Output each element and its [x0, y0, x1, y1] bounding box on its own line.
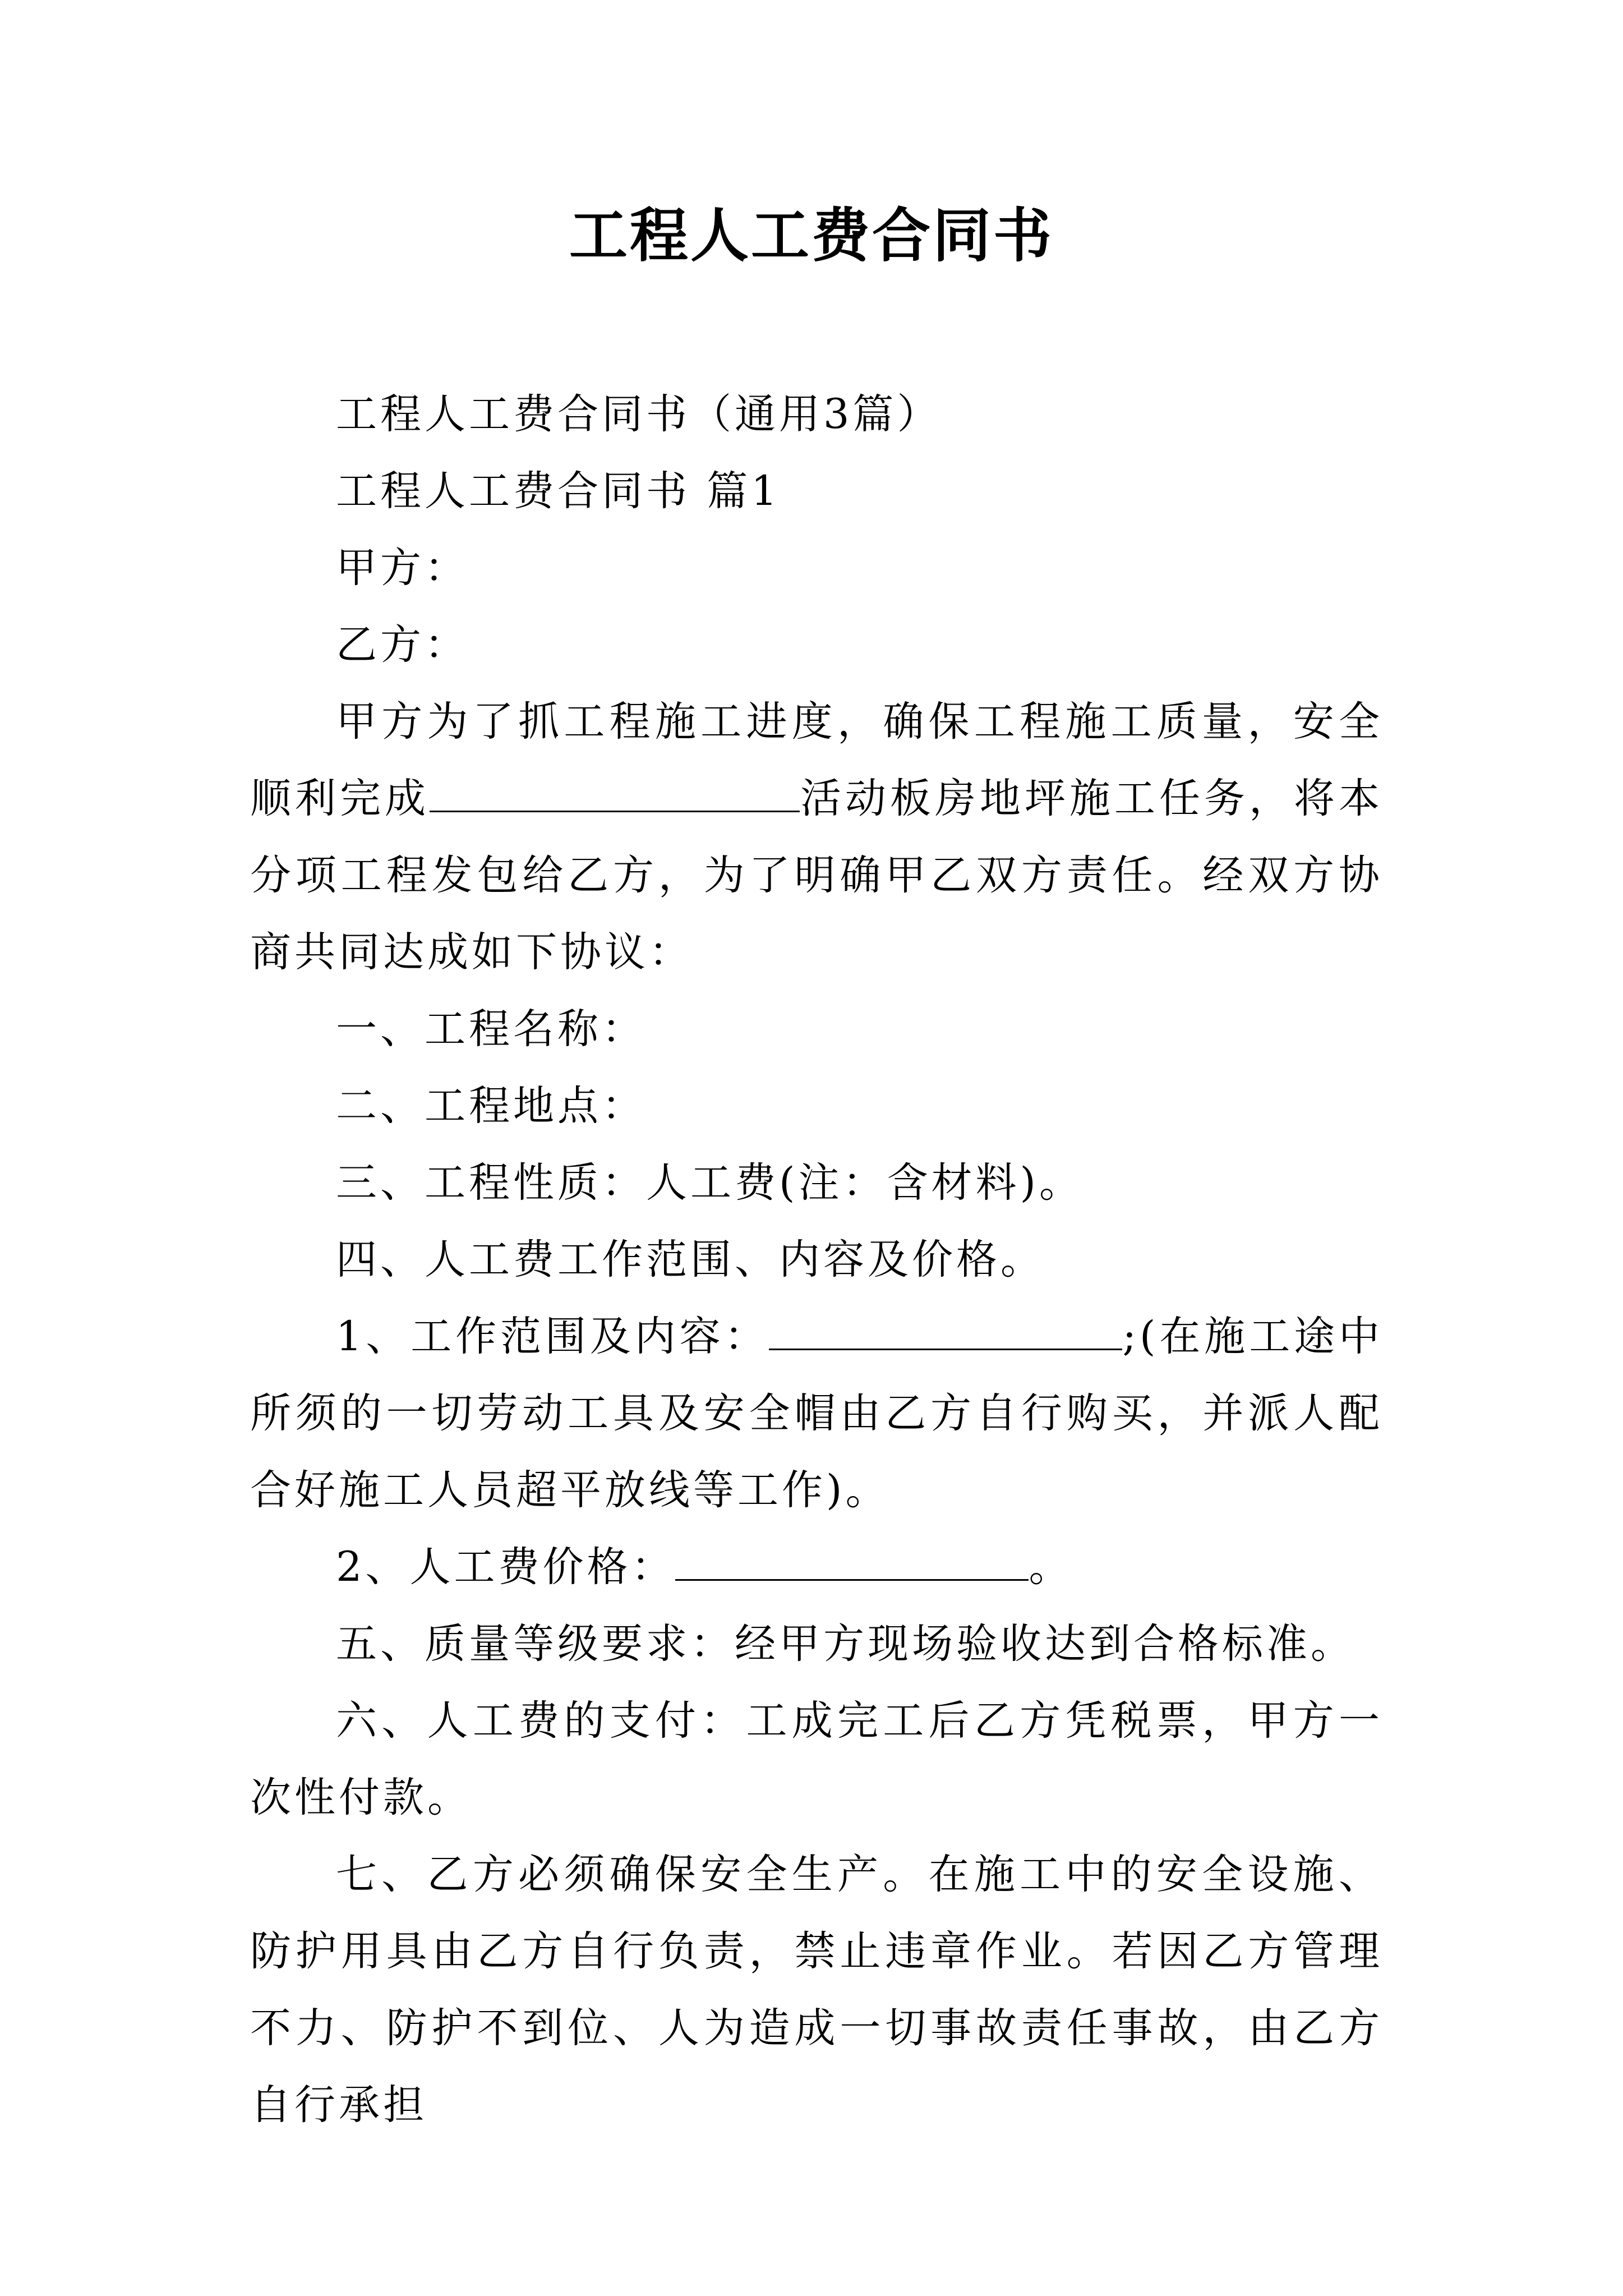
price-text-after: 。: [1029, 1543, 1073, 1591]
paragraph-clause-1: 一、工程名称：: [336, 1005, 646, 1053]
price-text-before: 2、人工费价格：: [336, 1543, 676, 1591]
paragraph-clause-5: 五、质量等级要求：经甲方现场验收达到合格标准。: [336, 1620, 1355, 1668]
document-body: [250, 376, 1383, 2143]
purpose-text-before: 甲方为了抓工程施工进度，确保工程施工质量，安全顺利完成: [250, 698, 1383, 822]
project-name-blank: [430, 775, 800, 812]
scope-text-before: 1、工作范围及内容：: [336, 1313, 769, 1360]
price-blank: [675, 1543, 1029, 1581]
paragraph-clause-4-1: [250, 1298, 1383, 1529]
paragraph-clause-4: 四、人工费工作范围、内容及价格。: [336, 1236, 1045, 1283]
paragraph-clause-6: 六、人工费的支付：工成完工后乙方凭税票，甲方一次性付款。: [250, 1697, 1383, 1821]
paragraph-section-heading: 工程人工费合同书 篇1: [336, 467, 781, 515]
paragraph-clause-2: 二、工程地点：: [336, 1082, 646, 1130]
paragraph-collection-title: 工程人工费合同书（通用3篇）: [336, 390, 942, 438]
paragraph-clause-3: 三、工程性质：人工费(注：含材料)。: [336, 1159, 1083, 1207]
paragraph-purpose: [250, 683, 1383, 991]
paragraph-party-b: 乙方：: [336, 621, 469, 669]
paragraph-clause-7: 七、乙方必须确保安全生产。在施工中的安全设施、防护用具由乙方自行负责，禁止违章作业。若因乙方管理不力、防护不到位、人为造成一切事故责任事故，由乙方自行承担: [250, 1851, 1383, 2129]
scope-text-after: ;(在施工途中所须的一切劳动工具及安全帽由乙方自行购买，并派人配合好施工人员超平放线等工作)。: [250, 1313, 1384, 1514]
paragraph-clause-4-2: [250, 1529, 1383, 1605]
scope-blank: [769, 1313, 1122, 1350]
paragraph-party-a: 甲方：: [336, 544, 469, 592]
document-title: 工程人工费合同书: [569, 201, 1054, 270]
purpose-text-after: 活动板房地坪施工任务，将本分项工程发包给乙方，为了明确甲乙双方责任。经双方协商共同达成如下协议：: [250, 775, 1383, 976]
